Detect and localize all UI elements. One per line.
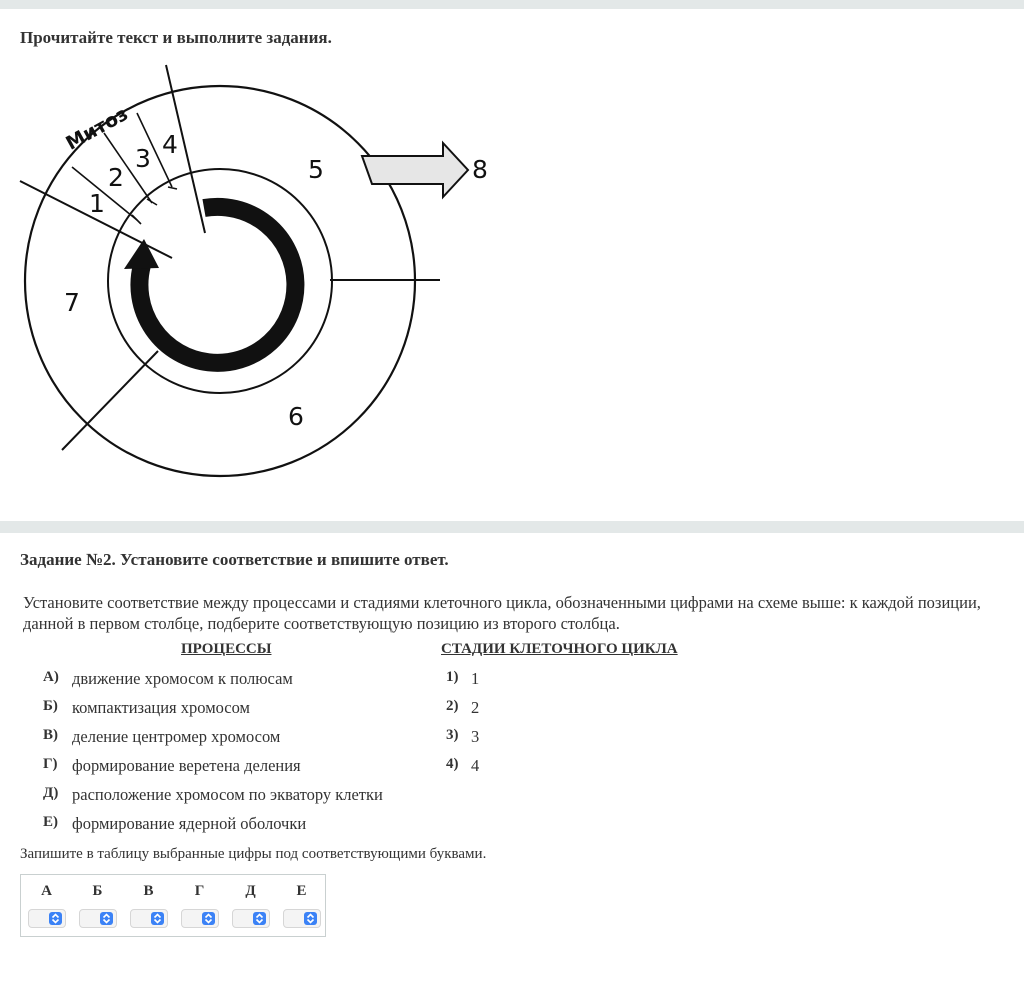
stage-number: 2) [446, 698, 459, 714]
process-letter: Г) [43, 756, 58, 772]
label-8: 8 [472, 155, 488, 184]
answer-select-d[interactable] [232, 909, 270, 928]
answer-header-a: А [41, 883, 52, 899]
processes-header: ПРОЦЕССЫ [181, 641, 272, 657]
process-text: деление центромер хромосом [72, 727, 281, 746]
process-text: формирование ядерной оболочки [72, 814, 307, 833]
answer-select-e[interactable] [283, 909, 321, 928]
process-letter: Е) [43, 814, 58, 830]
process-letter: В) [43, 727, 58, 743]
cell-cycle-diagram [0, 55, 520, 515]
process-text: формирование веретена деления [72, 756, 301, 775]
stage-value: 1 [471, 669, 480, 688]
label-7: 7 [64, 288, 80, 317]
process-text: расположение хромосом по экватору клетки [72, 785, 383, 804]
label-3: 3 [135, 144, 151, 173]
answer-header-b: Б [92, 883, 103, 899]
stage-number: 1) [446, 669, 459, 685]
label-6: 6 [288, 402, 304, 431]
answer-select-v[interactable] [130, 909, 168, 928]
exit-arrow [362, 143, 468, 197]
label-4: 4 [162, 130, 178, 159]
task-description: Установите соответствие между процессами и стадиями клеточного цикла, обозначенными цифрами на схеме выше: к каждой позиции, данной в первом столбце, подберите соответствующую позицию из второго столбца. [23, 593, 981, 633]
top-band [0, 0, 1024, 9]
section-divider [0, 521, 1024, 533]
stage-value: 3 [471, 727, 480, 746]
division-line-bottom [62, 351, 158, 450]
select-arrows-icon [253, 912, 266, 925]
intro-heading: Прочитайте текст и выполните задания. [20, 28, 332, 47]
task-title: Задание №2. Установите соответствие и впишите ответ. [20, 550, 449, 569]
mitosis-tick-1 [132, 215, 141, 224]
select-arrows-icon [100, 912, 113, 925]
process-text: компактизация хромосом [72, 698, 251, 717]
answer-header-d: Д [245, 883, 256, 899]
answer-table [20, 874, 326, 937]
stage-value: 2 [471, 698, 480, 717]
stages-header: СТАДИИ КЛЕТОЧНОГО ЦИКЛА [441, 641, 678, 657]
select-arrows-icon [304, 912, 317, 925]
select-arrows-icon [202, 912, 215, 925]
select-arrows-icon [151, 912, 164, 925]
process-letter: А) [43, 669, 59, 685]
answer-instruction: Запишите в таблицу выбранные цифры под соответствующими буквами. [20, 846, 487, 862]
label-5: 5 [308, 155, 324, 184]
answer-header-g: Г [194, 883, 205, 899]
stage-value: 4 [471, 756, 480, 775]
mitosis-tick-2 [147, 199, 157, 205]
label-2: 2 [108, 163, 124, 192]
select-arrows-icon [49, 912, 62, 925]
answer-header-v: В [143, 883, 154, 899]
mitosis-tick-3 [168, 187, 177, 189]
cycle-arc [139, 207, 295, 363]
stage-number: 3) [446, 727, 459, 743]
process-text: движение хромосом к полюсам [72, 669, 293, 688]
answer-header-e: Е [296, 883, 307, 899]
label-mitosis: Митоз [62, 102, 132, 155]
answer-select-g[interactable] [181, 909, 219, 928]
process-letter: Д) [43, 785, 59, 801]
answer-select-b[interactable] [79, 909, 117, 928]
answer-select-a[interactable] [28, 909, 66, 928]
stage-number: 4) [446, 756, 459, 772]
label-1: 1 [89, 189, 105, 218]
process-letter: Б) [43, 698, 58, 714]
